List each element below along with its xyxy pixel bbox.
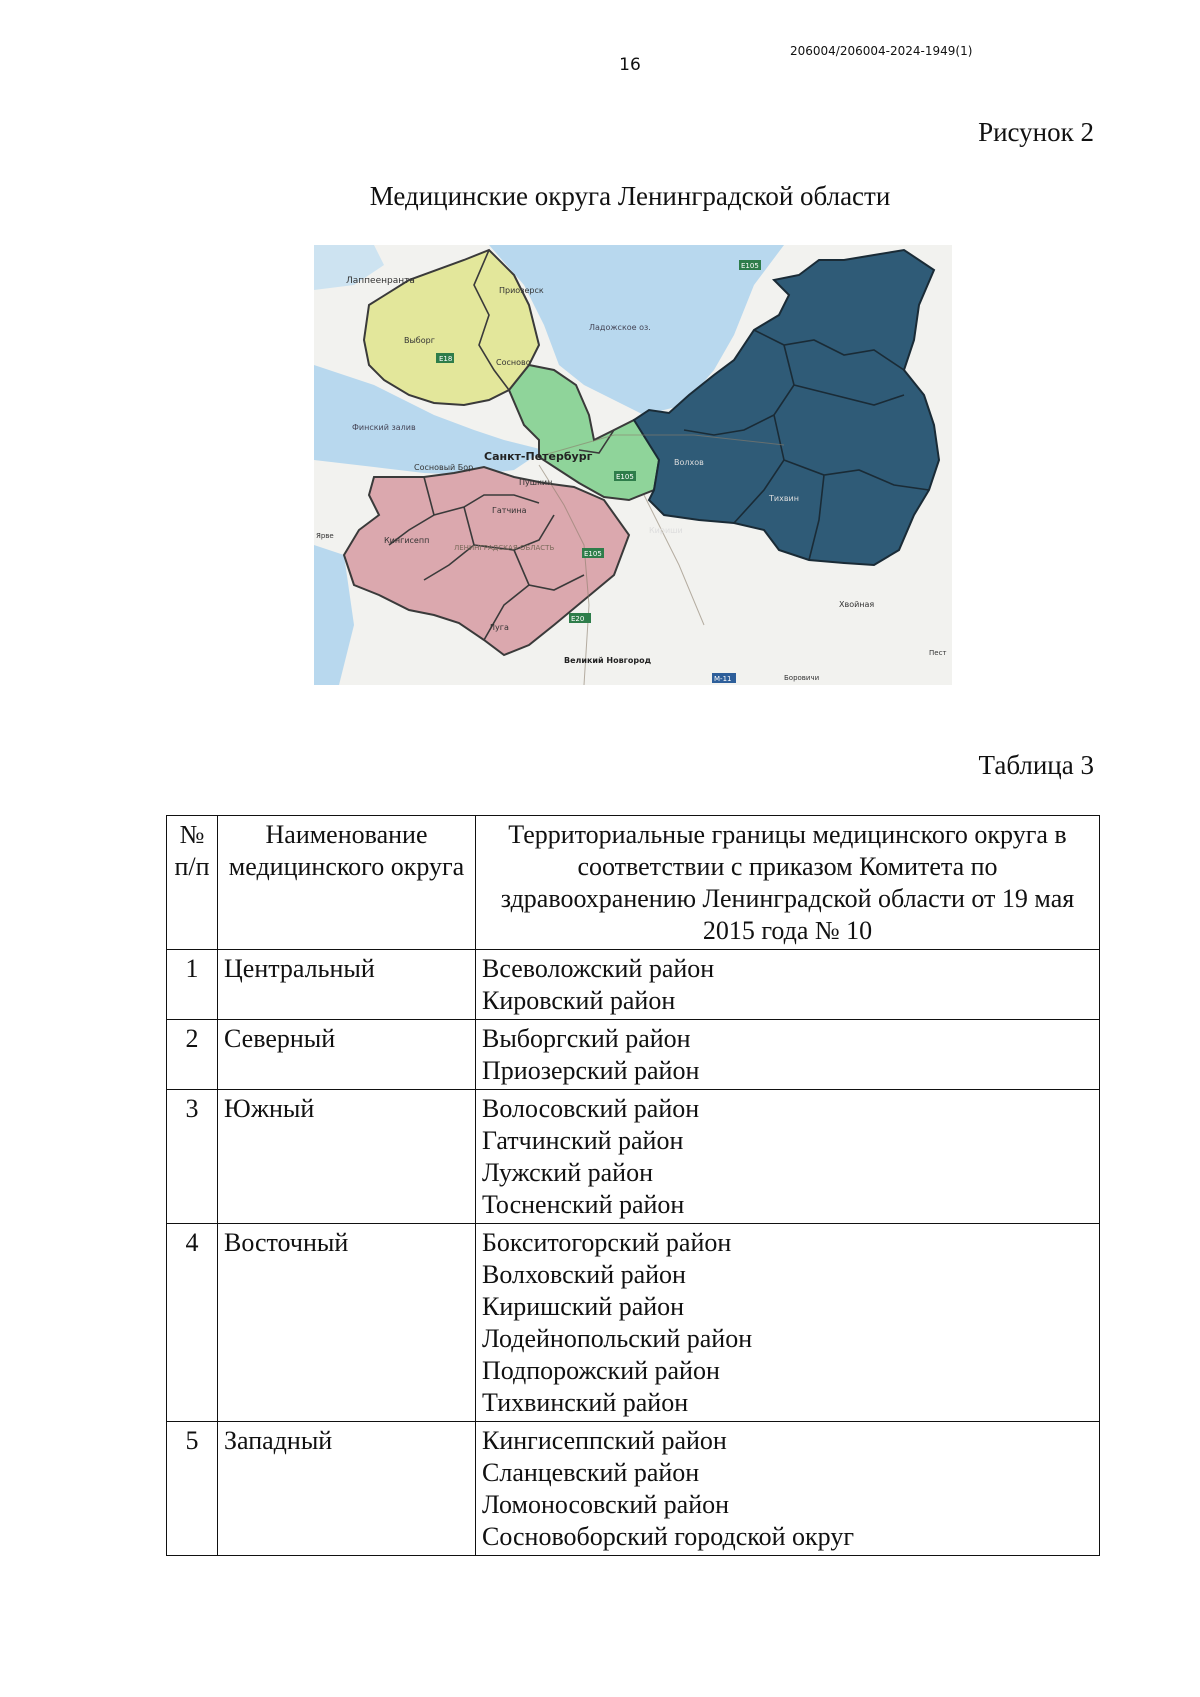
header-areas: Территориальные границы медицинского округа в соответствии с приказом Комитета по здравоохранению Ленинградской области от 19 мая 2015 года № 10 — [476, 816, 1100, 950]
area-item: Лужский район — [482, 1158, 654, 1187]
label-volkhov: Волхов — [674, 458, 704, 467]
road-shield-e18 — [436, 353, 454, 363]
road-shield-m11 — [712, 673, 736, 683]
label-lappeenranta: Лаппеенранта — [346, 276, 415, 286]
area-item: Всеволожский район — [482, 954, 715, 983]
district-name: Южный — [218, 1090, 476, 1224]
row-number: 4 — [167, 1224, 218, 1422]
area-item: Тихвинский район — [482, 1388, 689, 1417]
districts-table — [166, 815, 1100, 1556]
svg-text:E18: E18 — [439, 355, 453, 363]
area-item: Киришский район — [482, 1292, 685, 1321]
label-kingisepp: Кингисепп — [384, 536, 430, 545]
svg-text:M-11: M-11 — [714, 675, 732, 683]
row-number: 1 — [167, 950, 218, 1020]
area-item: Волосовский район — [482, 1094, 700, 1123]
row-number: 3 — [167, 1090, 218, 1224]
label-sosnovo: Сосново — [496, 358, 531, 367]
table-caption: Таблица 3 — [978, 750, 1094, 780]
district-areas — [476, 950, 1100, 1020]
page-number: 16 — [619, 55, 641, 75]
svg-text:E105: E105 — [741, 262, 759, 270]
label-spb: Санкт-Петербург — [484, 450, 593, 463]
label-sosnovy-bor: Сосновый Бор — [414, 463, 474, 472]
table-row — [167, 1224, 1100, 1422]
area-item: Сланцевский район — [482, 1458, 700, 1487]
area-item: Кировский район — [482, 986, 676, 1015]
table-row — [167, 1090, 1100, 1224]
svg-text:E105: E105 — [584, 550, 602, 558]
figure-caption: Рисунок 2 — [978, 117, 1094, 147]
area-item: Тосненский район — [482, 1190, 685, 1219]
district-name: Западный — [218, 1422, 476, 1556]
table-header-row — [167, 816, 1100, 950]
area-item: Ломоносовский район — [482, 1490, 730, 1519]
district-areas — [476, 1422, 1100, 1556]
area-item: Подпорожский район — [482, 1356, 720, 1385]
figure-title: Медицинские округа Ленинградской области — [369, 181, 891, 211]
table-row — [167, 1020, 1100, 1090]
row-number: 2 — [167, 1020, 218, 1090]
svg-text:E105: E105 — [616, 473, 634, 481]
table-row — [167, 1422, 1100, 1556]
label-v-novgorod: Великий Новгород — [564, 656, 652, 665]
district-name: Северный — [218, 1020, 476, 1090]
header-num: № п/п — [167, 816, 218, 950]
label-priozersk: Приозерск — [499, 286, 544, 295]
document-id: 206004/206004-2024-1949(1) — [790, 44, 973, 58]
road-shield-e105-top — [739, 260, 761, 270]
district-areas — [476, 1090, 1100, 1224]
label-narva: Ярве — [316, 532, 334, 540]
label-tikhvin: Тихвин — [769, 494, 799, 503]
label-kirishi: Кириши — [649, 526, 683, 535]
district-name: Центральный — [218, 950, 476, 1020]
district-areas — [476, 1224, 1100, 1422]
area-item: Бокситогорский район — [482, 1228, 732, 1257]
road-shield-e105-mid — [614, 471, 636, 481]
label-pestovo: Пест — [929, 649, 947, 657]
road-shield-e105-bot — [582, 548, 604, 558]
area-item: Кингисеппский район — [482, 1426, 727, 1455]
road-shield-e20 — [569, 613, 591, 623]
label-lenoblast: ЛЕНИНГРАДСКАЯ ОБЛАСТЬ — [454, 544, 555, 552]
header-name: Наименование медицинского округа — [218, 816, 476, 950]
label-gatchina: Гатчина — [492, 506, 527, 515]
svg-text:E20: E20 — [571, 615, 585, 623]
label-vyborg: Выборг — [404, 336, 435, 345]
medical-districts-map — [314, 245, 952, 685]
district-areas — [476, 1020, 1100, 1090]
area-item: Гатчинский район — [482, 1126, 684, 1155]
label-ladoga: Ладожское оз. — [589, 323, 651, 332]
label-luga: Луга — [489, 623, 509, 632]
area-item: Волховский район — [482, 1260, 686, 1289]
table-row — [167, 950, 1100, 1020]
area-item: Выборгский район — [482, 1024, 691, 1053]
area-item: Приозерский район — [482, 1056, 700, 1085]
label-borovichi: Боровичи — [784, 674, 820, 682]
label-finnish-gulf: Финский залив — [352, 423, 416, 432]
table-body — [167, 950, 1100, 1556]
area-item: Лодейнопольский район — [482, 1324, 753, 1353]
row-number: 5 — [167, 1422, 218, 1556]
label-khvoynaya: Хвойная — [839, 600, 875, 609]
district-name: Восточный — [218, 1224, 476, 1422]
label-pushkin: Пушкин — [519, 478, 553, 487]
area-item: Сосновоборский городской округ — [482, 1522, 854, 1551]
